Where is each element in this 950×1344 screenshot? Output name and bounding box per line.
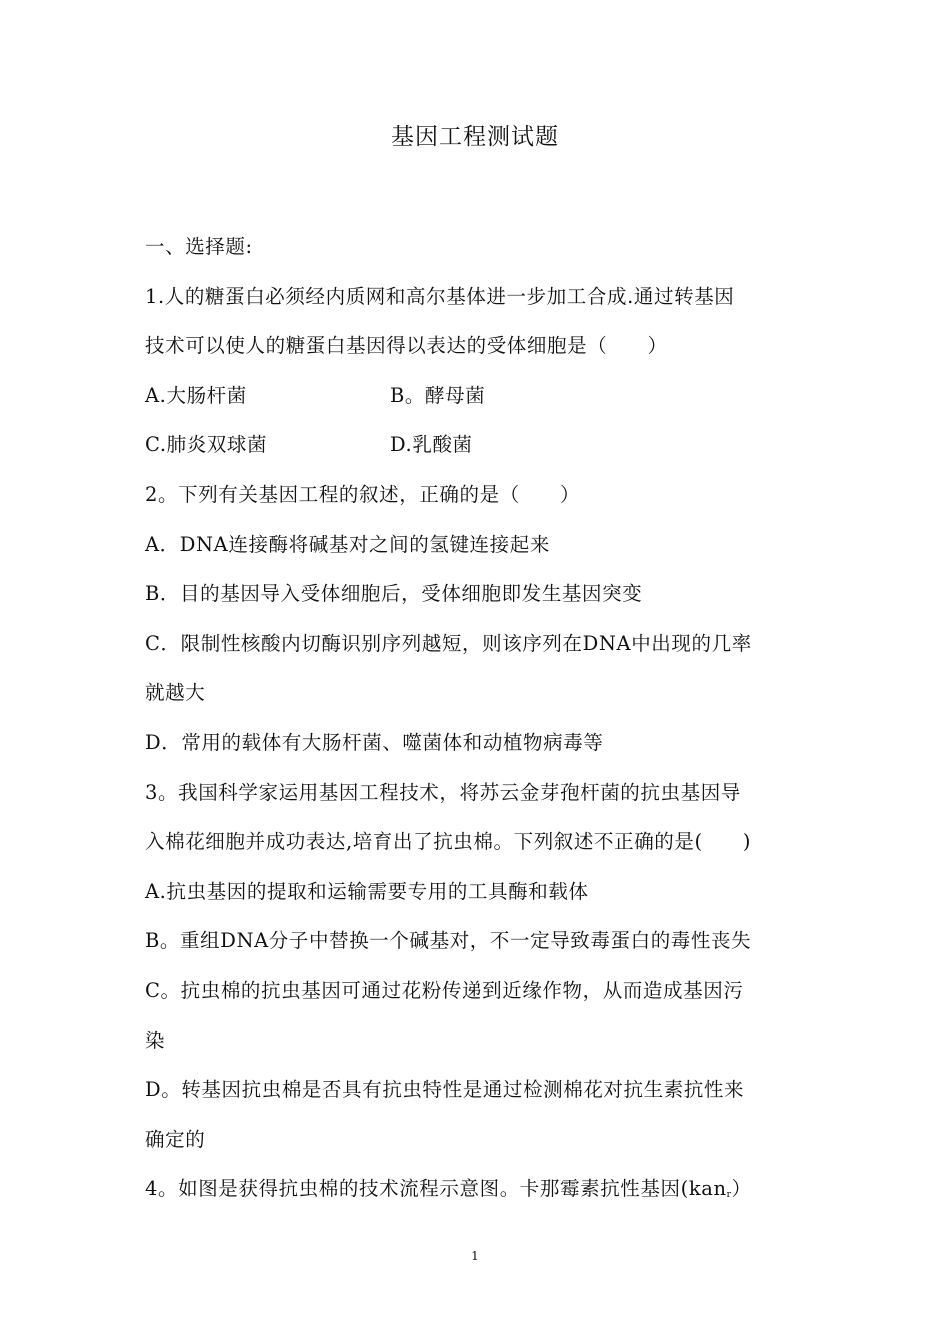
- q3-option-c-line2: 染: [145, 1028, 166, 1052]
- q4-superscript: r: [726, 1190, 732, 1201]
- q4-close-paren: ）: [731, 1177, 752, 1201]
- q3-option-d-line2: 确定的: [145, 1127, 206, 1151]
- q1-stem-line1: 1.人的糖蛋白必须经内质网和高尔基体进一步加工合成.通过转基因: [145, 284, 735, 308]
- q1-stem-line2: 技术可以使人的糖蛋白基因得以表达的受体细胞是（ ）: [145, 334, 668, 358]
- q2-option-c-line1: C．限制性核酸内切酶识别序列越短，则该序列在DNA中出现的几率: [145, 631, 752, 655]
- page-title: 基因工程测试题: [391, 124, 559, 150]
- q1-options-row1: [145, 371, 825, 421]
- section-heading: 一、选择题:: [145, 235, 253, 258]
- q2-option-a: A．DNA连接酶将碱基对之间的氢键连接起来: [145, 532, 550, 556]
- q3-option-a: A.抗虫基因的提取和运输需要专用的工具酶和载体: [145, 879, 589, 903]
- q2-stem: 2。下列有关基因工程的叙述，正确的是（ ）: [145, 482, 581, 506]
- q4-stem-text: 4。如图是获得抗虫棉的技术流程示意图。卡那霉素抗性基因(kan: [145, 1177, 727, 1201]
- q1-options-row2: [145, 420, 825, 470]
- document-body: [145, 222, 825, 1214]
- q2-option-b: B．目的基因导入受体细胞后，受体细胞即发生基因突变: [145, 582, 643, 606]
- page-number: 1: [471, 1249, 479, 1263]
- q2-option-d: D．常用的载体有大肠杆菌、噬菌体和动植物病毒等: [145, 730, 604, 754]
- q3-option-d-line1: D。转基因抗虫棉是否具有抗虫特性是通过检测棉花对抗生素抗性来: [145, 1078, 745, 1102]
- q1-option-d: D.乳酸菌: [390, 433, 473, 457]
- q4-stem-line1: [145, 1164, 825, 1214]
- q3-stem-line1: 3。我国科学家运用基因工程技术，将苏云金芽孢杆菌的抗虫基因导: [145, 780, 741, 804]
- q1-option-c: C.肺炎双球菌: [145, 433, 268, 457]
- q3-option-b: B。重组DNA分子中替换一个碱基对，不一定导致毒蛋白的毒性丧失: [145, 929, 752, 953]
- q1-option-b: B。酵母菌: [390, 383, 486, 407]
- q3-stem-line2: 入棉花细胞并成功表达,培育出了抗虫棉。下列叙述不正确的是( ): [145, 830, 752, 854]
- q2-option-c-line2: 就越大: [145, 681, 206, 705]
- q3-option-c-line1: C。抗虫棉的抗虫基因可通过花粉传递到近缘作物，从而造成基因污: [145, 978, 744, 1002]
- q1-option-a: A.大肠杆菌: [145, 383, 247, 407]
